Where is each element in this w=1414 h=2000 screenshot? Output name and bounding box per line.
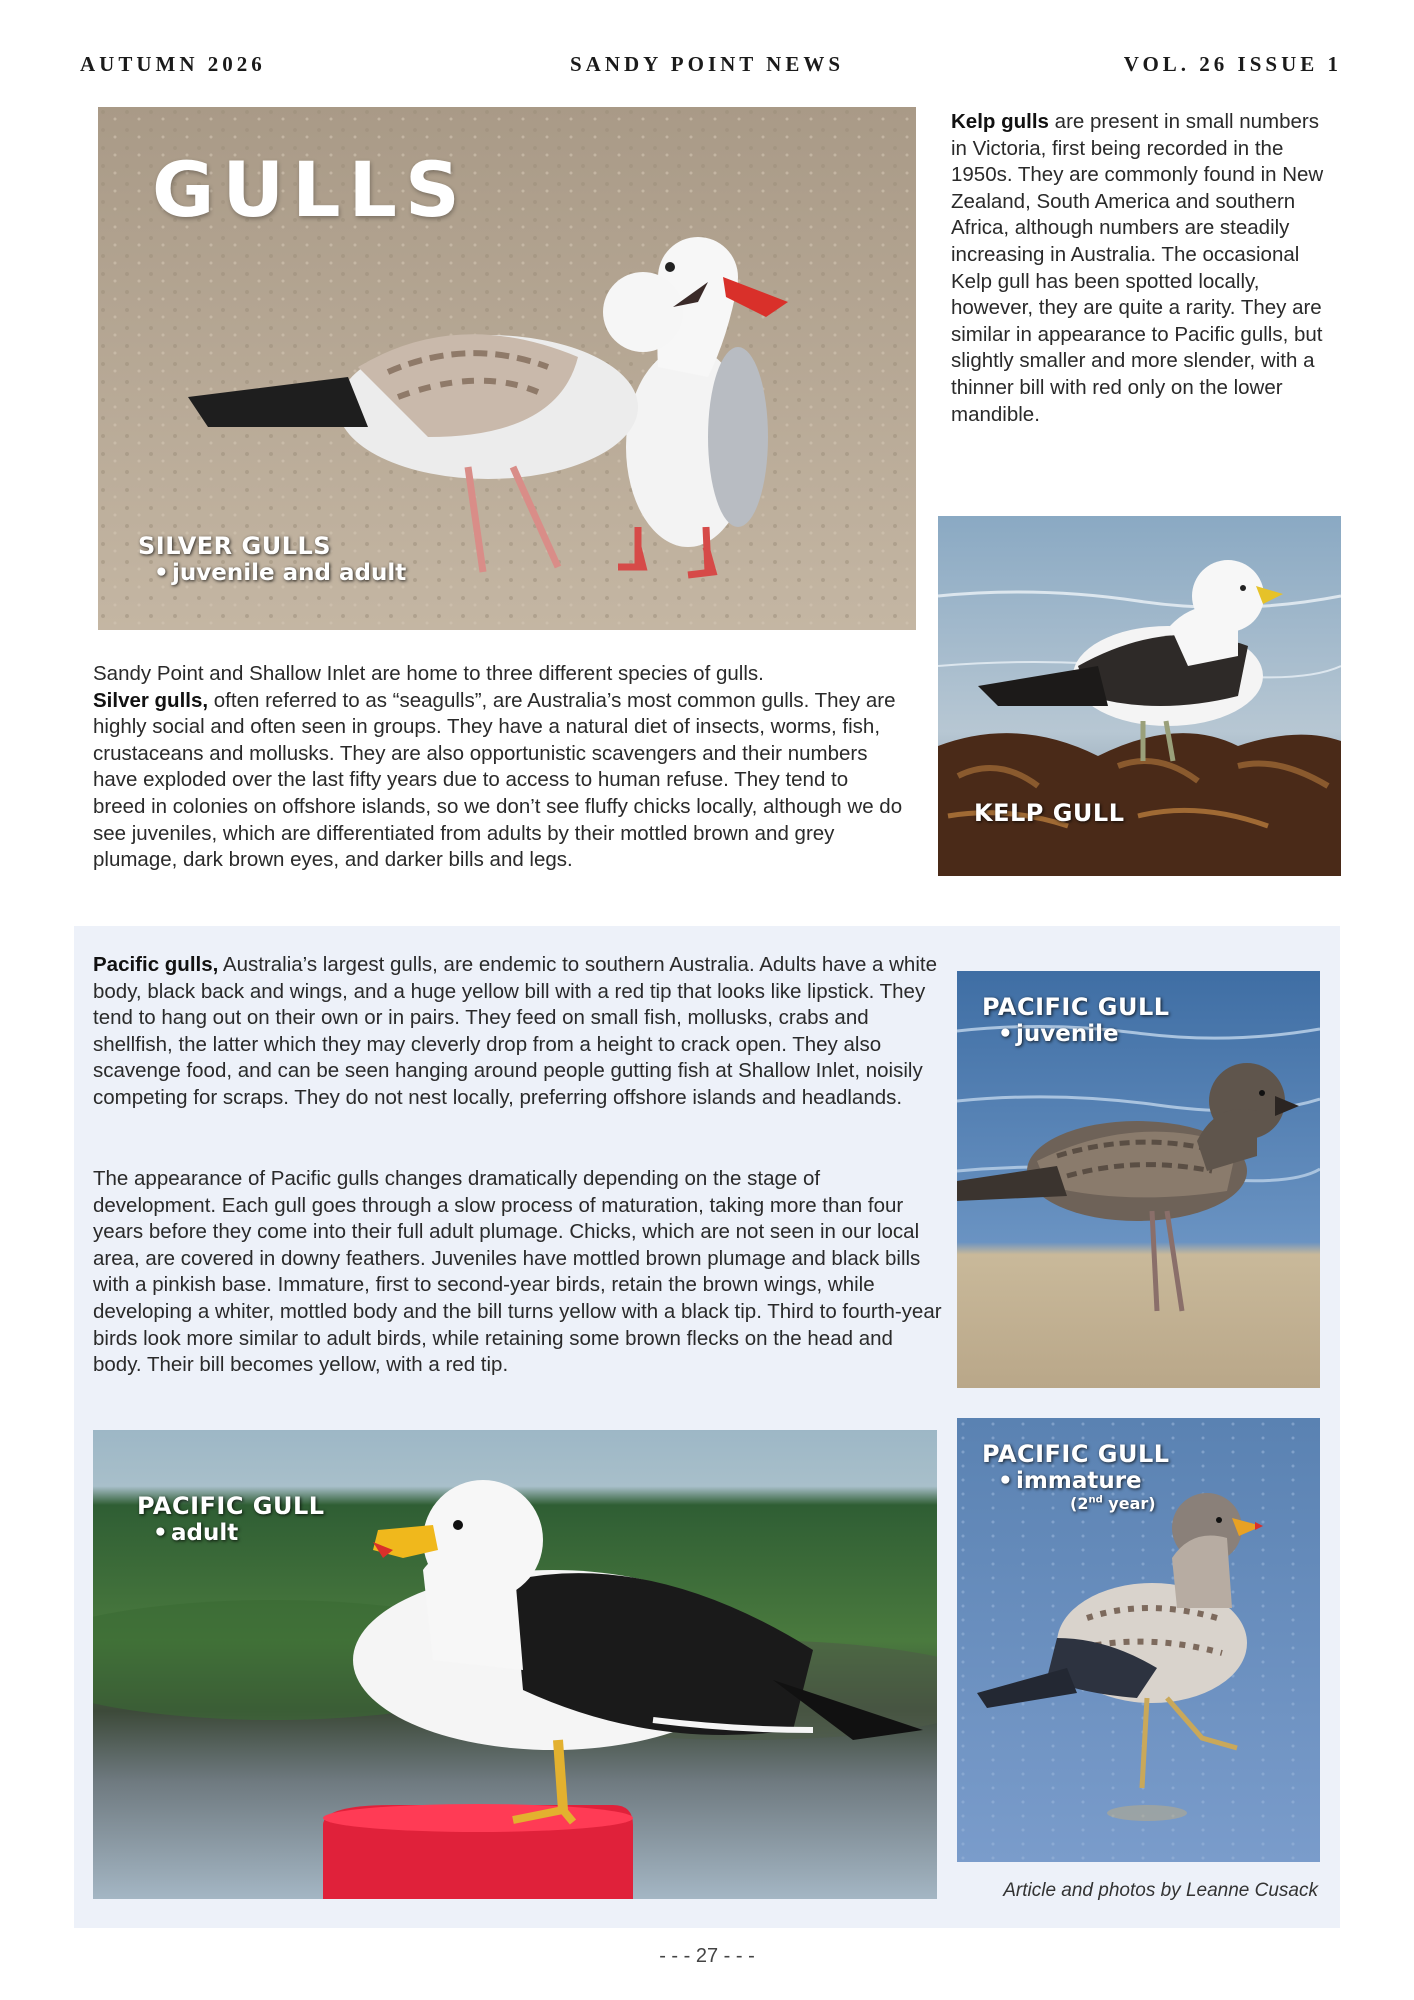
pacific-gull-adult-caption-bullet: • adult (153, 1520, 325, 1546)
immature-sub-post: year) (1102, 1494, 1156, 1513)
immature-sub-pre: (2 (1070, 1494, 1089, 1513)
page-number: - - - 27 - - - (659, 1945, 755, 1967)
kelp-gull-caption-title: KELP GULL (974, 799, 1125, 827)
pacific-gull-juvenile-caption-title: PACIFIC GULL (982, 993, 1170, 1021)
silver-gull-lead: Silver gulls, (93, 688, 209, 712)
newsletter-name: SANDY POINT NEWS (569, 52, 845, 76)
pacific-gull-immature-caption (982, 1440, 1170, 1513)
article-credit: Article and photos by Leanne Cusack (1003, 1880, 1318, 1901)
page-header (0, 52, 1414, 82)
pacific-gull-development-text (93, 1166, 945, 1379)
silver-gulls-caption-bullet: • juvenile and adult (154, 560, 406, 586)
pacific-gull-lead: Pacific gulls, (93, 953, 219, 976)
pacific-gull-adult-caption-title: PACIFIC GULL (137, 1492, 325, 1520)
silver-gulls-caption-title: SILVER GULLS (138, 532, 332, 560)
issue-season: AUTUMN 2026 (80, 52, 266, 76)
pacific-gull-juvenile-caption (982, 993, 1170, 1047)
volume-issue: VOL. 26 ISSUE 1 (1123, 52, 1342, 76)
kelp-gull-body: are present in small numbers in Victoria, first being recorded in the 1950s. They are commonly found in New Zealand, South America and southern Africa, although numbers are steadily increasing in Australia. The occasional Kelp gull has been spotted locally, however, they are quite a rarity. They are similar in appearance to Pacific gulls, but slightly smaller and more slender, with a thinner bill with red only on the lower mandible. (951, 110, 1324, 426)
pacific-gull-immature-photo (957, 1418, 1320, 1862)
silver-gull-text (93, 661, 903, 874)
pacific-gull-immature-caption-title: PACIFIC GULL (982, 1440, 1170, 1468)
silver-gull-body: often referred to as “seagulls”, are Australia’s most common gulls. They are highly social and often seen in groups. They have a natural diet of insects, worms, fish, crustaceans and mollusks. They are also opportunistic scavengers and their numbers have exploded over the last fifty years due to access to human refuse. They tend to breed in colonies on offshore islands, so we don’t see fluffy chicks locally, although we do see juveniles, which are differentiated from adults by their mottled brown and grey plumage, dark brown eyes, and darker bills and legs. (93, 688, 903, 872)
kelp-gull-photo (938, 516, 1341, 876)
pacific-gull-immature-caption-sub (982, 1494, 1170, 1513)
kelp-gull-caption (974, 799, 1125, 827)
pacific-gull-body-2: The appearance of Pacific gulls changes dramatically depending on the stage of development. Each gull goes through a slow process of maturation, taking more than four years before they come into their full adult plumage. Chicks, which are not seen in our local area, are covered in downy feathers. Juveniles have mottled brown plumage and black bills with a pinkish base. Immature, first to second-year birds, retain the brown wings, while developing a whiter, mottled body and the bill turns yellow with a black tip. Third to fourth-year birds look more similar to adult birds, while retaining some brown flecks on the head and body. Their bill becomes yellow, with a red tip. (93, 1167, 942, 1377)
immature-sub-sup: nd (1088, 1494, 1103, 1506)
silver-gulls-caption (138, 532, 406, 586)
pacific-gull-juvenile-photo (957, 971, 1320, 1388)
pacific-gull-adult-photo (93, 1430, 937, 1899)
kelp-gull-lead: Kelp gulls (951, 110, 1049, 133)
pacific-gull-text (93, 952, 945, 1112)
pacific-gull-adult-caption (137, 1492, 325, 1546)
silver-gull-intro: Sandy Point and Shallow Inlet are home to three different species of gulls. (93, 662, 764, 685)
pacific-gull-body-1: Australia’s largest gulls, are endemic to southern Australia. Adults have a white body, black back and wings, and a huge yellow bill with a red tip that looks like lipstick. They tend to hang out on their own or in pairs. They feed on small fish, mollusks, crabs and shellfish, the latter which they may cleverly drop from a height to crack open. They also scavenge food, and can be seen hanging around people gutting fish at Shallow Inlet, noisily competing for scraps. They do not nest locally, preferring offshore islands and headlands. (93, 953, 937, 1109)
page-title: GULLS (152, 145, 468, 234)
pacific-gull-juvenile-caption-bullet: • juvenile (998, 1021, 1170, 1047)
pacific-gull-immature-caption-bullet: • immature (998, 1468, 1170, 1494)
kelp-gull-text (951, 109, 1331, 428)
